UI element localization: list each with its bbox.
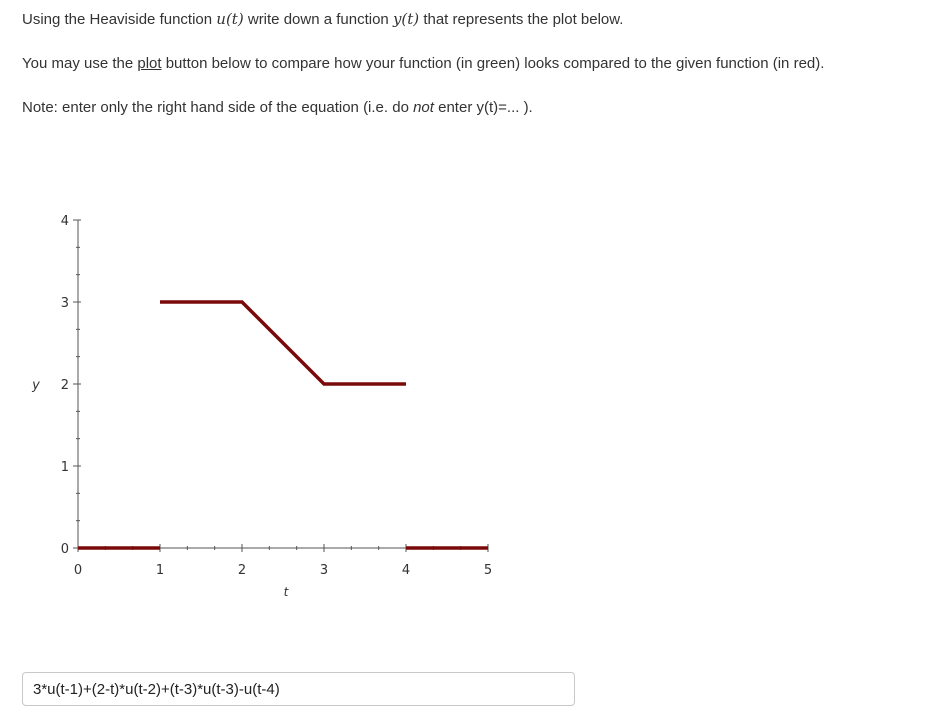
heaviside-math: u(t) bbox=[216, 10, 244, 28]
instruction-line-2 bbox=[22, 54, 824, 74]
instruction-text: Note: enter only the right hand side of the equation (i.e. do bbox=[22, 99, 414, 116]
instruction-text: button below to compare how your function (in green) looks compared to the given function (in red). bbox=[161, 55, 825, 72]
x-tick-label: 1 bbox=[155, 563, 165, 578]
x-tick-label: 3 bbox=[319, 563, 329, 578]
instruction-line-1 bbox=[22, 9, 623, 30]
function-math: y(t) bbox=[392, 10, 420, 28]
emphasis-text: not bbox=[413, 99, 434, 116]
instruction-text: that represents the plot below. bbox=[419, 11, 624, 28]
x-axis-label: t bbox=[283, 585, 289, 599]
curve-segment bbox=[160, 302, 406, 384]
x-tick-label: 0 bbox=[73, 563, 83, 578]
x-tick-label: 5 bbox=[483, 563, 493, 578]
instruction-text: enter y(t)=... ). bbox=[433, 99, 533, 116]
y-tick-label: 2 bbox=[60, 378, 69, 393]
instruction-line-3 bbox=[22, 98, 533, 118]
answer-input[interactable] bbox=[22, 672, 575, 706]
y-tick-label: 0 bbox=[60, 542, 69, 557]
instruction-text: write down a function bbox=[243, 11, 393, 28]
y-tick-label: 4 bbox=[60, 214, 69, 229]
y-tick-label: 1 bbox=[60, 460, 69, 475]
x-tick-label: 2 bbox=[237, 563, 247, 578]
instruction-text: You may use the bbox=[22, 55, 138, 72]
y-tick-label: 3 bbox=[60, 296, 69, 311]
plot-link[interactable]: plot bbox=[137, 55, 162, 72]
x-tick-label: 4 bbox=[401, 563, 411, 578]
instruction-text: Using the Heaviside function bbox=[22, 11, 217, 28]
y-axis-label: y bbox=[32, 378, 40, 393]
